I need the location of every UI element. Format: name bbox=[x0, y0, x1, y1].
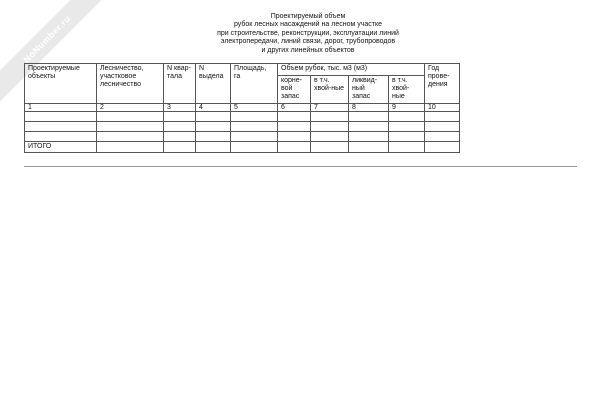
column-number: 9 bbox=[389, 103, 425, 111]
table-cell bbox=[389, 121, 425, 131]
header-incl-coniferous: в т.ч. хвой-ные bbox=[389, 76, 425, 104]
header-year: Год прове-дения bbox=[425, 64, 460, 104]
header-root-stock: корне-вой запас bbox=[278, 76, 311, 104]
table-cell bbox=[278, 131, 311, 141]
table-row bbox=[25, 121, 460, 131]
column-number: 2 bbox=[97, 103, 164, 111]
table-cell bbox=[311, 121, 349, 131]
column-number: 8 bbox=[349, 103, 389, 111]
table-row bbox=[25, 111, 460, 121]
header-liquid-stock: ликвид-ный запас bbox=[349, 76, 389, 104]
table-cell bbox=[425, 141, 460, 152]
table-cell bbox=[389, 141, 425, 152]
header-area: Площадь, га bbox=[231, 64, 278, 104]
header-row bbox=[25, 64, 460, 76]
title-line: и других линейных объектов bbox=[261, 46, 355, 54]
table-cell bbox=[231, 111, 278, 121]
table-row bbox=[25, 131, 460, 141]
table-cell bbox=[97, 131, 164, 141]
table-cell bbox=[25, 131, 97, 141]
title-line: Проектируемый объем bbox=[270, 13, 346, 20]
header-quarter: N квар-тала bbox=[164, 64, 196, 104]
page-separator bbox=[24, 166, 577, 167]
table-cell bbox=[389, 131, 425, 141]
column-number: 1 bbox=[25, 103, 97, 111]
column-number: 5 bbox=[231, 103, 278, 111]
table-cell bbox=[196, 141, 231, 152]
logging-volume-table bbox=[24, 63, 460, 153]
table-cell bbox=[164, 141, 196, 152]
table-cell bbox=[349, 141, 389, 152]
table-cell bbox=[311, 141, 349, 152]
table-cell bbox=[231, 121, 278, 131]
column-number-row bbox=[25, 103, 460, 111]
table-cell bbox=[97, 111, 164, 121]
table-cell bbox=[231, 141, 278, 152]
table-cell bbox=[196, 111, 231, 121]
table-cell bbox=[311, 111, 349, 121]
table-cell bbox=[164, 111, 196, 121]
table-cell bbox=[97, 121, 164, 131]
table-cell bbox=[196, 131, 231, 141]
table-cell bbox=[349, 121, 389, 131]
table-cell bbox=[311, 131, 349, 141]
table-cell bbox=[425, 121, 460, 131]
column-number: 4 bbox=[196, 103, 231, 111]
title-line: электропередачи, линий связи, дорог, трубопроводов bbox=[220, 38, 396, 46]
header-forestry: Лесничество, участковое лесничество bbox=[97, 64, 164, 104]
total-row bbox=[25, 141, 460, 152]
header-incl-coniferous: в т.ч. хвой-ные bbox=[311, 76, 349, 104]
table-cell bbox=[97, 141, 164, 152]
column-number: 10 bbox=[425, 103, 460, 111]
header-objects: Проектируемые объекты bbox=[25, 64, 97, 104]
table-cell bbox=[164, 121, 196, 131]
title-line: рубок лесных насаждений на лесном участке bbox=[233, 21, 383, 29]
table-cell bbox=[278, 111, 311, 121]
title-line: при строительстве, реконструкции, эксплуатации линий bbox=[217, 29, 399, 37]
table-cell bbox=[278, 141, 311, 152]
column-number: 3 bbox=[164, 103, 196, 111]
table-cell bbox=[164, 131, 196, 141]
total-label: ИТОГО bbox=[25, 141, 97, 152]
header-stand: N выдела bbox=[196, 64, 231, 104]
table-cell bbox=[196, 121, 231, 131]
column-number: 7 bbox=[311, 103, 349, 111]
column-number: 6 bbox=[278, 103, 311, 111]
header-volume: Объем рубок, тыс. м3 (м3) bbox=[278, 64, 425, 76]
table-cell bbox=[389, 111, 425, 121]
table-cell bbox=[25, 111, 97, 121]
watermark-ribbon: NoNumber.ru bbox=[0, 0, 115, 107]
table-cell bbox=[25, 121, 97, 131]
table-cell bbox=[425, 111, 460, 121]
table-cell bbox=[349, 111, 389, 121]
table-cell bbox=[278, 121, 311, 131]
table-cell bbox=[425, 131, 460, 141]
table-cell bbox=[231, 131, 278, 141]
document-title bbox=[150, 13, 466, 55]
table-cell bbox=[349, 131, 389, 141]
